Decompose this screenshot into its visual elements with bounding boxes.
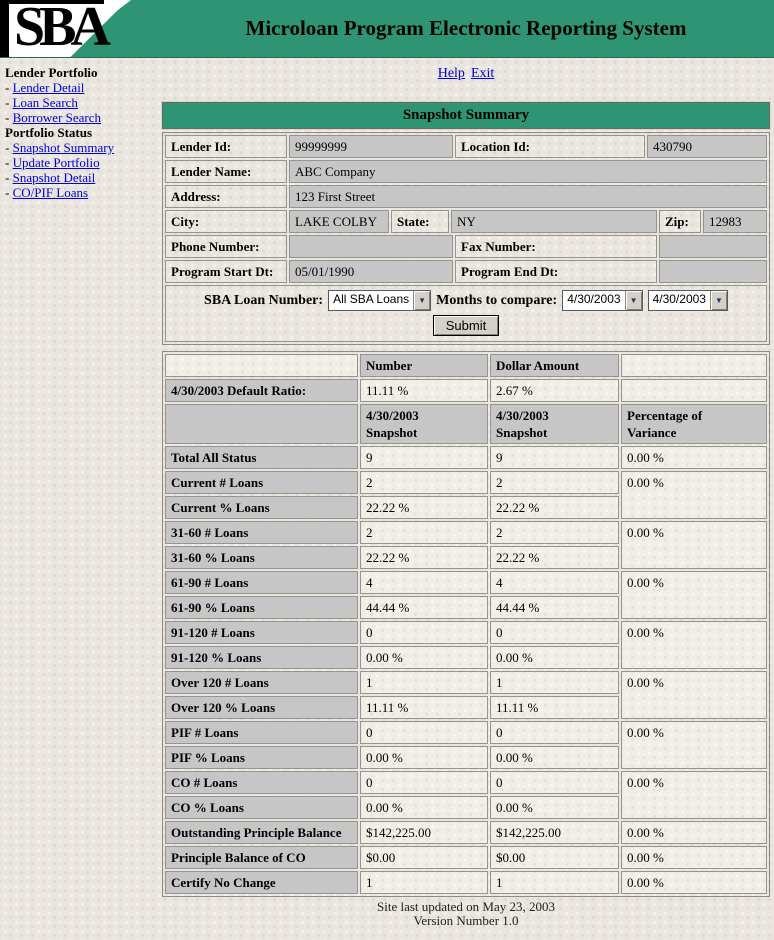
- variance-value: 0.00 %: [621, 446, 767, 469]
- variance-value: 0.00 %: [621, 571, 767, 619]
- month-to-selected-value: 4/30/2003: [652, 292, 706, 306]
- empty-cell: [165, 354, 358, 377]
- footer-version-text: Version Number 1.0: [413, 913, 519, 928]
- lender-id-value: 99999999: [289, 135, 453, 158]
- default-ratio-label: 4/30/2003 Default Ratio:: [165, 379, 358, 402]
- row-label: 31-60 # Loans: [165, 521, 358, 544]
- row-label: Over 120 # Loans: [165, 671, 358, 694]
- table-row: [165, 721, 767, 744]
- app-title: Microloan Program Electronic Reporting System: [245, 16, 687, 40]
- dash-prefix: -: [5, 170, 10, 185]
- lender-name-label: Lender Name:: [165, 160, 287, 183]
- sba-logo-text: SBA: [14, 0, 105, 57]
- variance-value: 0.00 %: [621, 471, 767, 519]
- table-row: [165, 471, 767, 494]
- fax-label: Fax Number:: [455, 235, 657, 258]
- info-row-lender-id: [165, 135, 767, 158]
- sidebar-heading-portfolio-status: Portfolio Status: [5, 125, 93, 140]
- lender-info-table: [162, 132, 770, 345]
- dollar-value: 0.00 %: [490, 746, 619, 769]
- sidebar-link-update-portfolio[interactable]: Update Portfolio: [12, 155, 100, 170]
- sidebar-item-update-portfolio[interactable]: [5, 155, 157, 170]
- row-label: Principle Balance of CO: [165, 846, 358, 869]
- table-row: [165, 671, 767, 694]
- number-value: $142,225.00: [360, 821, 488, 844]
- sidebar-item-snapshot-detail[interactable]: [5, 170, 157, 185]
- info-row-address: [165, 185, 767, 208]
- chevron-down-icon[interactable]: ▼: [710, 291, 727, 310]
- dash-prefix: -: [5, 95, 10, 110]
- dollar-value: 0.00 %: [490, 646, 619, 669]
- number-value: 44.44 %: [360, 596, 488, 619]
- address-label: Address:: [165, 185, 287, 208]
- dash-prefix: -: [5, 80, 10, 95]
- variance-value: 0.00 %: [621, 671, 767, 719]
- help-link[interactable]: Help: [437, 66, 465, 81]
- dollar-value: 22.22 %: [490, 546, 619, 569]
- phone-value: [289, 235, 453, 258]
- table-header-row: [165, 354, 767, 377]
- city-value: LAKE COLBY: [289, 210, 389, 233]
- app-banner: [0, 0, 774, 58]
- dollar-value: $142,225.00: [490, 821, 619, 844]
- number-value: 9: [360, 446, 488, 469]
- dollar-value: 0: [490, 721, 619, 744]
- phone-label: Phone Number:: [165, 235, 287, 258]
- dollar-value: $0.00: [490, 846, 619, 869]
- variance-value: 0.00 %: [621, 846, 767, 869]
- exit-link[interactable]: Exit: [470, 66, 495, 81]
- row-label: PIF # Loans: [165, 721, 358, 744]
- dollar-value: 0: [490, 771, 619, 794]
- number-value: 11.11 %: [360, 696, 488, 719]
- row-label: 91-120 % Loans: [165, 646, 358, 669]
- dollar-value: 1: [490, 671, 619, 694]
- state-value: NY: [451, 210, 657, 233]
- dollar-value: 44.44 %: [490, 596, 619, 619]
- sba-logo: [0, 0, 168, 57]
- variance-value: 0.00 %: [621, 771, 767, 819]
- empty-cell: [165, 404, 358, 444]
- row-label: 61-90 % Loans: [165, 596, 358, 619]
- sidebar-item-lender-detail[interactable]: [5, 80, 157, 95]
- row-label: 91-120 # Loans: [165, 621, 358, 644]
- sidebar-item-borrower-search[interactable]: [5, 110, 157, 125]
- info-row-program-dates: [165, 260, 767, 283]
- row-label: Total All Status: [165, 446, 358, 469]
- row-label: CO % Loans: [165, 796, 358, 819]
- number-value: 1: [360, 671, 488, 694]
- dollar-value: 0: [490, 621, 619, 644]
- sidebar-link-co-pif-loans[interactable]: CO/PIF Loans: [12, 185, 89, 200]
- variance-value: 0.00 %: [621, 821, 767, 844]
- dollar-value: 1: [490, 871, 619, 894]
- variance-value: 0.00 %: [621, 871, 767, 894]
- number-value: 0.00 %: [360, 646, 488, 669]
- row-label: 31-60 % Loans: [165, 546, 358, 569]
- sidebar-link-snapshot-summary[interactable]: Snapshot Summary: [12, 140, 115, 155]
- number-value: $0.00: [360, 846, 488, 869]
- submit-button[interactable]: Submit: [433, 315, 499, 336]
- month-from-select[interactable]: [562, 290, 642, 311]
- sidebar-link-borrower-search[interactable]: Borrower Search: [12, 110, 102, 125]
- variance-value: 0.00 %: [621, 621, 767, 669]
- number-value: 2: [360, 521, 488, 544]
- snapshot-data-table: [162, 351, 770, 897]
- row-label: Certify No Change: [165, 871, 358, 894]
- zip-value: 12983: [703, 210, 767, 233]
- chevron-down-icon[interactable]: ▼: [625, 291, 642, 310]
- sidebar-item-snapshot-summary[interactable]: [5, 140, 157, 155]
- compare-form: [165, 285, 767, 342]
- row-label: PIF % Loans: [165, 746, 358, 769]
- dash-prefix: -: [5, 185, 10, 200]
- sidebar-link-loan-search[interactable]: Loan Search: [12, 95, 78, 110]
- default-ratio-row: [165, 379, 767, 402]
- table-row: [165, 521, 767, 544]
- dollar-value: 9: [490, 446, 619, 469]
- program-end-label: Program End Dt:: [455, 260, 657, 283]
- month-to-select[interactable]: [648, 290, 728, 311]
- number-value: 1: [360, 871, 488, 894]
- location-id-value: 430790: [647, 135, 767, 158]
- state-label: State:: [391, 210, 449, 233]
- table-row: [165, 771, 767, 794]
- number-value: 22.22 %: [360, 546, 488, 569]
- site-footer: [162, 897, 770, 928]
- month-from-selected-value: 4/30/2003: [567, 292, 621, 306]
- program-start-value: 05/01/1990: [289, 260, 453, 283]
- info-row-lender-name: [165, 160, 767, 183]
- sidebar-link-lender-detail[interactable]: Lender Detail: [12, 80, 85, 95]
- dash-prefix: -: [5, 110, 10, 125]
- certify-no-change-row: [165, 871, 767, 894]
- dollar-amount-column-header: Dollar Amount: [490, 354, 619, 377]
- top-nav: [162, 58, 770, 86]
- row-label: CO # Loans: [165, 771, 358, 794]
- table-row: [165, 571, 767, 594]
- outstanding-balance-row: [165, 821, 767, 844]
- row-label: Outstanding Principle Balance: [165, 821, 358, 844]
- number-value: 2: [360, 471, 488, 494]
- variance-header: Percentage of Variance: [621, 404, 767, 444]
- zip-label: Zip:: [659, 210, 701, 233]
- total-all-status-row: [165, 446, 767, 469]
- fax-value: [659, 235, 767, 258]
- dollar-value: 2: [490, 471, 619, 494]
- chevron-down-icon[interactable]: ▼: [413, 291, 430, 310]
- dollar-value: 11.11 %: [490, 696, 619, 719]
- info-row-phone-fax: [165, 235, 767, 258]
- row-label: 61-90 # Loans: [165, 571, 358, 594]
- sidebar-item-loan-search[interactable]: [5, 95, 157, 110]
- number-value: 0: [360, 771, 488, 794]
- months-to-compare-label: Months to compare:: [436, 292, 558, 308]
- number-column-header: Number: [360, 354, 488, 377]
- city-label: City:: [165, 210, 287, 233]
- empty-cell: [621, 379, 767, 402]
- row-label: Current % Loans: [165, 496, 358, 519]
- row-label: Over 120 % Loans: [165, 696, 358, 719]
- dash-prefix: -: [5, 140, 10, 155]
- program-start-label: Program Start Dt:: [165, 260, 287, 283]
- footer-updated-text: Site last updated on May 23, 2003: [376, 899, 555, 914]
- sba-loan-number-label: SBA Loan Number:: [204, 292, 324, 308]
- number-value: 0.00 %: [360, 746, 488, 769]
- default-ratio-dollar: 2.67 %: [490, 379, 619, 402]
- program-end-value: [659, 260, 767, 283]
- lender-id-label: Lender Id:: [165, 135, 287, 158]
- sidebar-item-co-pif-loans[interactable]: [5, 185, 157, 200]
- sidebar-nav: [5, 65, 157, 200]
- dash-prefix: -: [5, 155, 10, 170]
- default-ratio-number: 11.11 %: [360, 379, 488, 402]
- dollar-value: 4: [490, 571, 619, 594]
- location-id-label: Location Id:: [455, 135, 645, 158]
- address-value: 123 First Street: [289, 185, 767, 208]
- info-row-city-state-zip: [165, 210, 767, 233]
- row-label: Current # Loans: [165, 471, 358, 494]
- sidebar-link-snapshot-detail[interactable]: Snapshot Detail: [12, 170, 96, 185]
- snapshot-dollar-header: 4/30/2003 Snapshot: [490, 404, 619, 444]
- empty-cell: [621, 354, 767, 377]
- dollar-value: 0.00 %: [490, 796, 619, 819]
- sba-loan-number-select[interactable]: [328, 290, 431, 311]
- table-subheader-row: [165, 404, 767, 444]
- lender-name-value: ABC Company: [289, 160, 767, 183]
- principle-balance-co-row: [165, 846, 767, 869]
- dollar-value: 2: [490, 521, 619, 544]
- variance-value: 0.00 %: [621, 521, 767, 569]
- page-title: Snapshot Summary: [162, 102, 770, 129]
- variance-value: 0.00 %: [621, 721, 767, 769]
- number-value: 0: [360, 621, 488, 644]
- number-value: 22.22 %: [360, 496, 488, 519]
- number-value: 0: [360, 721, 488, 744]
- dollar-value: 22.22 %: [490, 496, 619, 519]
- sba-loan-number-selected-value: All SBA Loans: [333, 292, 410, 306]
- number-value: 4: [360, 571, 488, 594]
- table-row: [165, 621, 767, 644]
- number-value: 0.00 %: [360, 796, 488, 819]
- snapshot-number-header: 4/30/2003 Snapshot: [360, 404, 488, 444]
- sidebar-heading-lender-portfolio: Lender Portfolio: [5, 65, 98, 80]
